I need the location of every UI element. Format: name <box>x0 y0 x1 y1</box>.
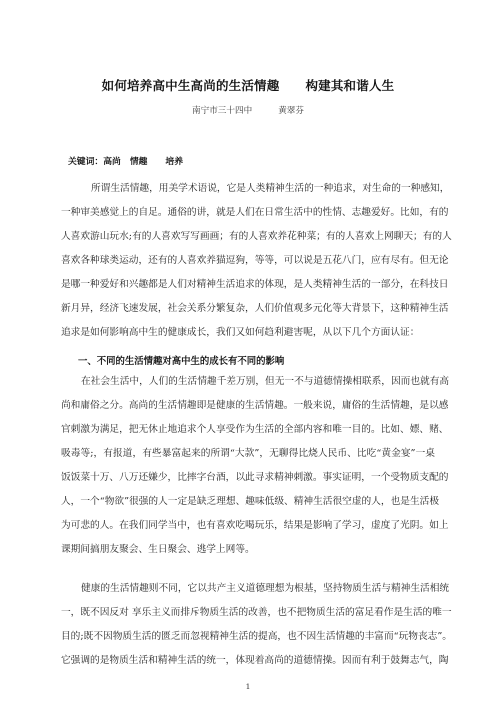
paragraph-line: 吸毒等;，有报道，有些暴富起来的所谓“大款”，无聊得比烧人民币、比吃“黄金宴”一桌 <box>61 448 435 459</box>
paragraph-line: 官刺激为满足，把无休止地追求个人享受作为生活的全部内容和唯一目的。比如、嫖、赌、 <box>61 424 449 435</box>
paragraph-line: 饭饭菜十万、八万还嫌少，比摔字台酒，以此寻求精神刺激。事实证明，一个受物质支配的 <box>61 472 449 483</box>
paragraph-line: 追求是如何影响高中生的健康成长，我们又如何趋利避害呢，从以下几个方面认证： <box>61 327 420 338</box>
title-main: 如何培养高中生高尚的生活情趣 <box>101 78 280 93</box>
paragraph-line: 目的;既不因物质生活的匮乏而忽视精神生活的提高，也不因生活情趣的丰富而“玩物丧志”。 <box>61 631 452 642</box>
paragraph-line: 一，既不因反对 享乐主义而排斥物质生活的改善，也不把物质生活的富足看作是生活的唯一 <box>61 607 452 618</box>
keyword: 培养 <box>165 157 184 167</box>
paragraph-line: 一种审美感觉上的自足。通俗的讲，就是人们在日常生活中的性情、志趣爱好。比如，有的 <box>61 207 449 218</box>
paragraph-line: 新月异，经济飞速发展，社会关系分繁复杂，人们价值观多元化等大背景下，这种精神生活 <box>61 303 449 314</box>
paragraph-line: 喜欢各种球类运动，还有的人喜欢养猫逗狗，等等，可以说是五花八门，应有尽有。但无论 <box>61 255 449 266</box>
paragraph-line: 为可悲的人。在我们同学当中，也有喜欢吃喝玩乐，结果是影响了学习，虚度了光阴。如上 <box>61 520 449 531</box>
paragraph-line: 在社会生活中，人们的生活情趣千差万别，但无一不与道德情操相联系，因而也就有高 <box>81 376 450 387</box>
author-line <box>0 104 496 116</box>
keywords-label: 关键词： <box>68 157 104 167</box>
title-sub: 构建其和谐人生 <box>305 78 395 93</box>
section-heading: 一、不同的生活情趣对高中生的成长有不同的影响 <box>78 356 285 367</box>
paragraph-line: 是哪一种爱好和兴趣都是人们对精神生活追求的体现，是人类精神生活的一部分，在科技日 <box>61 279 449 290</box>
paragraph-line: 尚和庸俗之分。高尚的生活情趣即是健康的生活情趣。一般来说，庸俗的生活情趣，是以感 <box>61 400 449 411</box>
keyword: 高尚 <box>103 157 121 167</box>
keywords-line <box>68 154 183 167</box>
page-number: 1 <box>245 682 251 691</box>
keyword: 情趣 <box>129 157 148 167</box>
author-school: 南宁市三十四中 <box>192 106 253 116</box>
paragraph-line: 人喜欢游山玩水;有的人喜欢写写画画；有的人喜欢养花种菜；有的人喜欢上网聊天；有的人 <box>61 231 452 242</box>
document-title <box>0 76 496 94</box>
paragraph-line: 所谓生活情趣，用美学术语说，它是人类精神生活的一种追求，对生命的一种感知， <box>91 183 450 194</box>
author-name: 黄翠芬 <box>278 106 304 116</box>
paragraph-line: 它强调的是物质生活和精神生活的统一，体现着高尚的道德情操。因而有利于鼓舞志气，陶 <box>61 655 449 666</box>
paragraph-line: 健康的生活情趣则不同，它以共产主义道德理想为根基，坚持物质生活与精神生活相统 <box>81 583 450 594</box>
paragraph-line: 课期间搞朋友聚会、生日聚会、逃学上网等。 <box>61 544 255 555</box>
paragraph-line: 人，一个“物欲”很强的人一定是缺乏理想、趣味低级、精神生活很空虚的人，也是生活极 <box>61 496 440 507</box>
